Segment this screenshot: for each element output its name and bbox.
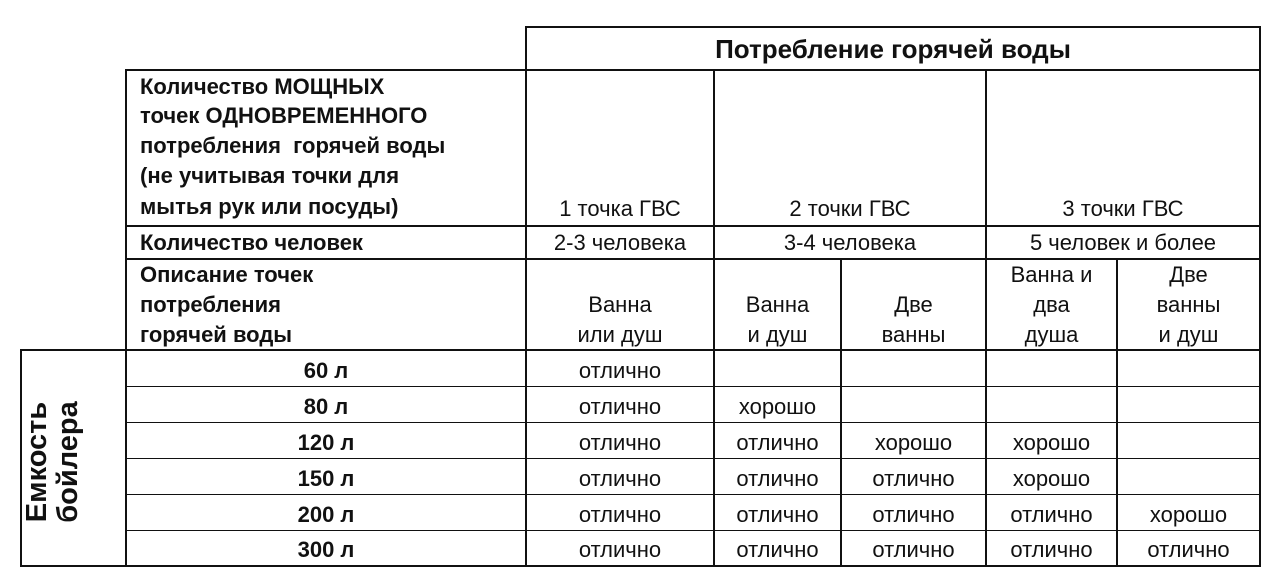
table-cell: отлично: [1147, 537, 1230, 562]
description-1-line-1: Ванна: [588, 292, 652, 317]
description-4-line-2: два: [1033, 292, 1070, 317]
line-row-3: [125, 458, 1261, 459]
points-label-line-2: точек ОДНОВРЕМЕННОГО: [140, 103, 428, 128]
table-cell: отлично: [1010, 537, 1093, 562]
row-volume: 60 л: [303, 358, 349, 383]
table-cell: отлично: [578, 466, 662, 491]
description-5-line-1: Две: [1169, 262, 1208, 287]
people-label: Количество человек: [140, 230, 363, 255]
table-title: Потребление горячей воды: [715, 34, 1071, 64]
people-group-3: 5 человек и более: [1029, 230, 1217, 255]
side-label: [22, 337, 82, 587]
table-cell: отлично: [736, 537, 819, 562]
description-1-line-2: или душ: [577, 322, 663, 347]
points-group-3: 3 точки ГВС: [1062, 196, 1184, 221]
people-group-2: 3-4 человека: [783, 230, 917, 255]
line-top: [525, 26, 1261, 28]
table-cell: отлично: [736, 430, 819, 455]
table-cell: хорошо: [1149, 502, 1228, 527]
table-cell: отлично: [872, 502, 955, 527]
row-volume: 200 л: [297, 502, 355, 527]
table-cell: отлично: [578, 537, 662, 562]
description-label-line-1: Описание точек: [140, 262, 314, 287]
description-4-line-3: душа: [1024, 322, 1079, 347]
description-3-line-1: Две: [894, 292, 933, 317]
description-5-line-2: ванны: [1156, 292, 1221, 317]
table-cell: отлично: [872, 466, 955, 491]
table-cell: отлично: [578, 394, 662, 419]
line-bottom: [20, 565, 1261, 567]
description-5-line-3: и душ: [1158, 322, 1219, 347]
line-desc-bottom: [20, 349, 1261, 351]
description-label-line-2: потребления: [140, 292, 281, 317]
row-volume: 150 л: [297, 466, 355, 491]
table-cell: отлично: [578, 502, 662, 527]
table-cell: хорошо: [874, 430, 953, 455]
row-volume: 300 л: [297, 537, 355, 562]
row-volume: 80 л: [303, 394, 349, 419]
table-cell: отлично: [736, 502, 819, 527]
line-row-2: [125, 422, 1261, 423]
points-group-1: 1 точка ГВС: [559, 196, 681, 221]
line-title-bottom: [125, 69, 1261, 71]
table-cell: хорошо: [1012, 430, 1091, 455]
points-label-line-3: потребления горячей воды: [140, 133, 446, 158]
side-label-line-1: Емкость: [21, 401, 53, 523]
table-cell: отлично: [736, 466, 819, 491]
table-cell: хорошо: [1012, 466, 1091, 491]
line-points-bottom: [125, 225, 1261, 227]
line-row-4: [125, 494, 1261, 495]
description-4-line-1: Ванна и: [1010, 262, 1093, 287]
side-label-line-2: бойлера: [52, 401, 84, 523]
points-group-2: 2 точки ГВС: [789, 196, 911, 221]
description-3-line-2: ванны: [881, 322, 946, 347]
table-cell: отлично: [872, 537, 955, 562]
vline-right: [1259, 26, 1261, 567]
points-label-line-1: Количество МОЩНЫХ: [140, 74, 385, 99]
line-row-1: [125, 386, 1261, 387]
description-2-line-2: и душ: [747, 322, 808, 347]
points-label-line-5: мытья рук или посуды): [140, 194, 399, 219]
table-cell: хорошо: [738, 394, 817, 419]
table-cell: отлично: [1010, 502, 1093, 527]
row-volume: 120 л: [297, 430, 355, 455]
people-group-1: 2-3 человека: [553, 230, 687, 255]
line-row-5: [125, 530, 1261, 531]
description-2-line-1: Ванна: [745, 292, 810, 317]
description-label-line-3: горячей воды: [140, 322, 293, 347]
table-cell: отлично: [578, 358, 662, 383]
table-cell: отлично: [578, 430, 662, 455]
points-label-line-4: (не учитывая точки для: [140, 163, 400, 188]
